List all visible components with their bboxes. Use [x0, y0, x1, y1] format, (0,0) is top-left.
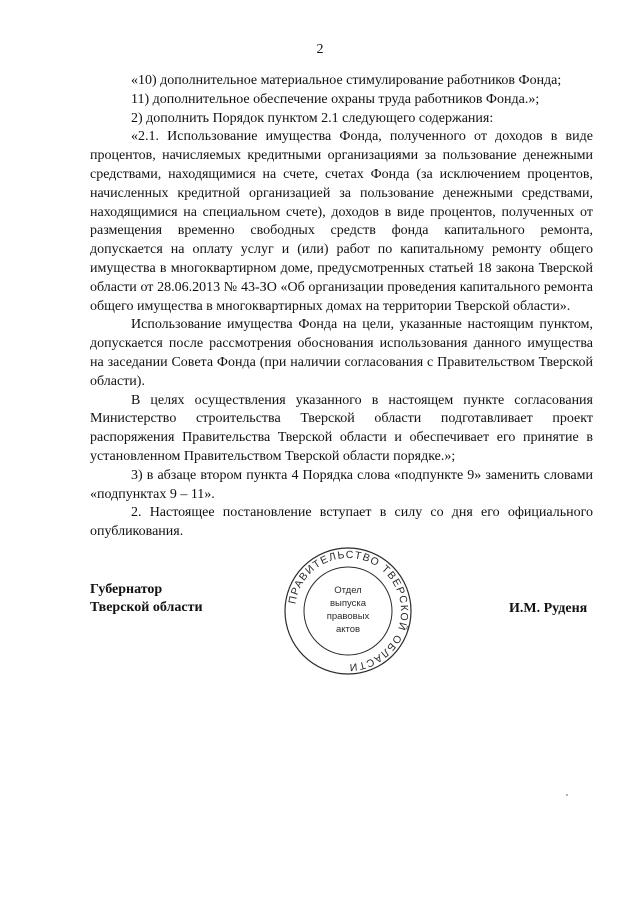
signatory-title-line: Губернатор: [90, 582, 163, 597]
document-body: [90, 72, 593, 542]
stamp-line: Отдел: [334, 585, 362, 596]
paragraph: Использование имущества Фонда на цели, указанные настоящим пунктом, допускается после рассмотрения обоснования использования данного имущества на заседании Совета Фонда (при наличии согласования с Правительством Тверской области).: [90, 317, 593, 389]
stamp-line: выпуска: [329, 598, 367, 609]
paragraph: 11) дополнительное обеспечение охраны труда работников Фонда.»;: [131, 91, 540, 107]
stamp-ring-text: ПРАВИТЕЛЬСТВО ТВЕРСКОЙ ОБЛАСТИ: [286, 548, 411, 674]
official-stamp: [283, 546, 413, 676]
signatory-title: [90, 581, 203, 617]
signatory-title-line: Тверской области: [90, 600, 203, 615]
paragraph: В целях осуществления указанного в настоящем пункте согласования Министерство строительства Тверской области подготавливает проект распоряжения Правительства Тверской области и обеспечивает его принятие в установленном Правительством Тверской области порядке.»;: [90, 392, 593, 464]
paragraph: «10) дополнительное материальное стимулирование работников Фонда;: [131, 73, 562, 88]
signatory-name: И.М. Руденя: [509, 601, 588, 616]
paragraph: 2. Настоящее постановление вступает в силу со дня его официального опубликования.: [90, 505, 593, 540]
stamp-line: актов: [335, 624, 361, 635]
scan-speck: [566, 794, 568, 796]
paragraph: 2) дополнить Порядок пунктом 2.1 следующего содержания:: [131, 110, 494, 126]
paragraph: «2.1. Использование имущества Фонда, полученного от доходов в виде процентов, начисляемых кредитными организациями за пользование денежными средствами, находящимися на счете, счетах Фонда (за исключением процентов, начисленных кредитной организацией за пользование денежными средствами, находящимися на специальном счете), доходов в виде процентов, полученных от размещения временно свободных средств фонда капитального ремонта, допускается на оплату услуг и (или) работ по капитальному ремонту общего имущества в многоквартирном доме, предусмотренных статьей 18 закона Тверской области от 28.06.2013 № 43-ЗО «Об организации проведения капитального ремонта общего имущества в многоквартирных домах на территории Тверской области».: [90, 129, 593, 314]
paragraph: 3) в абзаце втором пункта 4 Порядка слова «подпункте 9» заменить словами «подпунктах 9 – 11».: [90, 467, 593, 502]
stamp-line: правовых: [326, 611, 370, 622]
page-number: 2: [316, 42, 324, 57]
